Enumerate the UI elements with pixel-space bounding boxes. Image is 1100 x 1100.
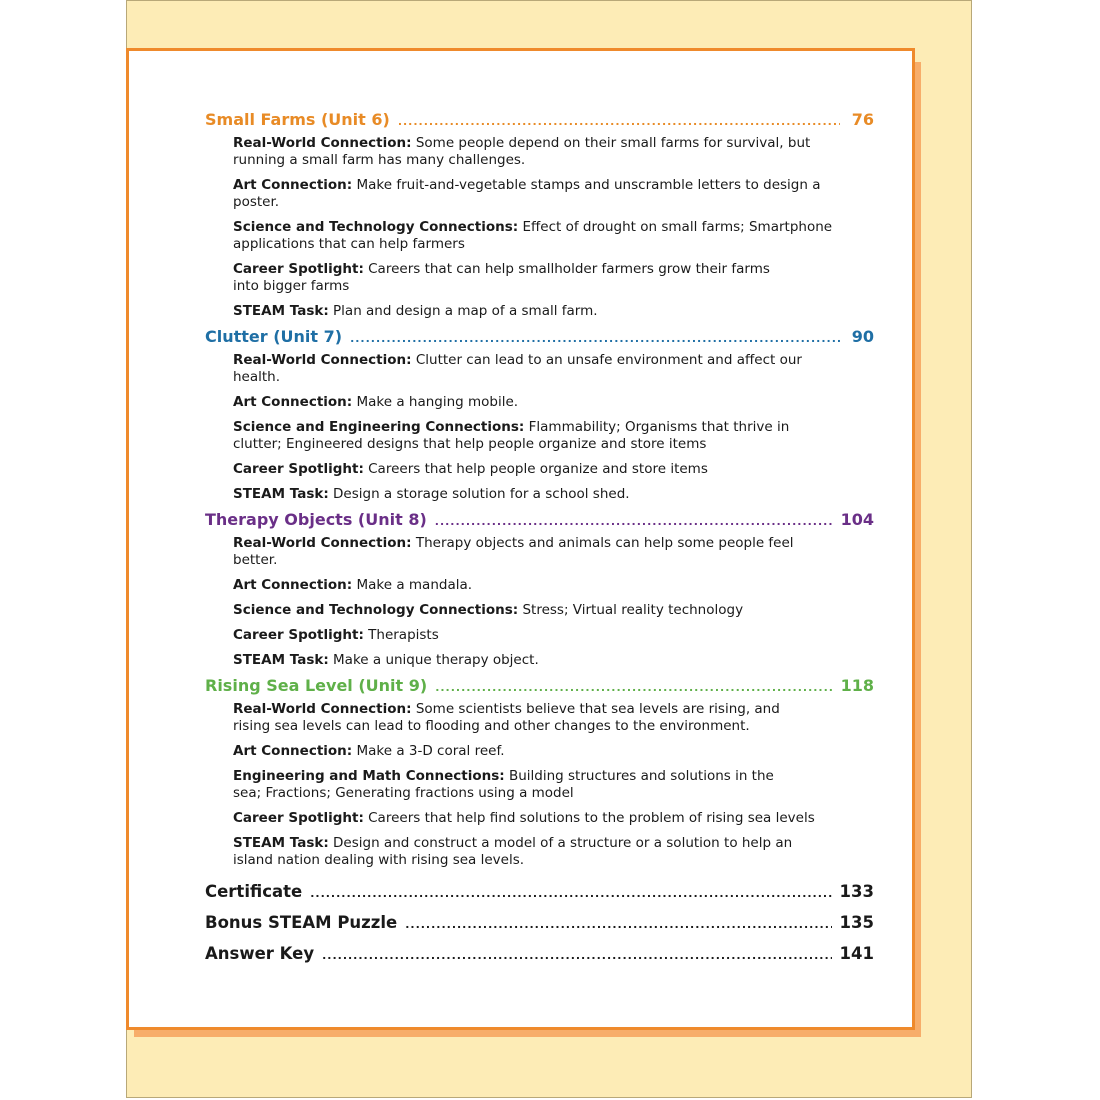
entry-art: Art Connection: Make a mandala. — [233, 577, 473, 593]
entry-real-world: Real-World Connection: Clutter can lead to an unsafe environment and affect our health. — [233, 352, 802, 385]
entry-steam-task: STEAM Task: Make a unique therapy object. — [233, 652, 539, 668]
unit-title: Therapy Objects (Unit 8) — [205, 510, 427, 529]
item-title: Certificate — [205, 882, 303, 901]
item-title: Answer Key — [205, 944, 315, 963]
entry-career: Career Spotlight: Therapists — [233, 627, 439, 643]
entry-art: Art Connection: Make fruit-and-vegetable stamps and unscramble letters to design a poster. — [233, 177, 821, 210]
page-number: 141 — [839, 944, 874, 963]
unit-8-section — [205, 509, 874, 669]
dot-leader — [405, 914, 831, 936]
entry-engineering-math: Engineering and Math Connections: Building structures and solutions in the sea; Fractions; Generating fractions using a model — [233, 768, 774, 801]
entry-art: Art Connection: Make a 3-D coral reef. — [233, 743, 505, 759]
dot-leader — [398, 111, 840, 133]
entry-steam-task: STEAM Task: Design and construct a model of a structure or a solution to help an island nation dealing with rising sea levels. — [233, 835, 793, 868]
toc-row-unit-6[interactable] — [205, 109, 874, 133]
toc-row-answer-key[interactable] — [205, 943, 874, 967]
page-number: 133 — [839, 882, 874, 901]
unit-title: Clutter (Unit 7) — [205, 327, 343, 346]
entry-science-tech: Science and Technology Connections: Stress; Virtual reality technology — [233, 602, 744, 618]
page-number: 90 — [851, 327, 874, 346]
page-number: 135 — [839, 913, 874, 932]
entry-career: Career Spotlight: Careers that help find solutions to the problem of rising sea levels — [233, 810, 815, 826]
entry-art: Art Connection: Make a hanging mobile. — [233, 394, 519, 410]
unit-6-section — [205, 109, 874, 320]
toc-row-unit-8[interactable] — [205, 509, 874, 533]
entry-career: Career Spotlight: Careers that help people organize and store items — [233, 461, 708, 477]
dot-leader — [435, 677, 832, 699]
entry-career: Career Spotlight: Careers that can help smallholder farmers grow their farms into bigger farms — [233, 261, 770, 294]
dot-leader — [350, 328, 840, 350]
toc-row-unit-9[interactable] — [205, 675, 874, 699]
page-number: 118 — [840, 676, 874, 695]
entry-real-world: Real-World Connection: Some scientists believe that sea levels are rising, and rising sea levels can lead to flooding and other changes to the environment. — [233, 701, 780, 734]
entry-steam-task: STEAM Task: Design a storage solution for a school shed. — [233, 486, 630, 502]
unit-title: Small Farms (Unit 6) — [205, 110, 390, 129]
entry-real-world: Real-World Connection: Therapy objects and animals can help some people feel better. — [233, 535, 794, 568]
end-matter — [205, 881, 874, 967]
entry-science-engineering: Science and Engineering Connections: Flammability; Organisms that thrive in clutter; Engineered designs that help people organize and store items — [233, 419, 790, 452]
item-title: Bonus STEAM Puzzle — [205, 913, 398, 932]
toc-panel — [126, 48, 915, 1030]
toc-row-certificate[interactable] — [205, 881, 874, 905]
page-number: 104 — [840, 510, 874, 529]
dot-leader — [322, 945, 831, 967]
page-number: 76 — [851, 110, 874, 129]
unit-7-section — [205, 326, 874, 503]
entry-real-world: Real-World Connection: Some people depend on their small farms for survival, but running a small farm has many challenges. — [233, 135, 811, 168]
toc-row-unit-7[interactable] — [205, 326, 874, 350]
entry-steam-task: STEAM Task: Plan and design a map of a small farm. — [233, 303, 598, 319]
entry-science-tech: Science and Technology Connections: Effect of drought on small farms; Smartphone applications that can help farmers — [233, 219, 833, 252]
table-of-contents — [205, 109, 874, 974]
unit-title: Rising Sea Level (Unit 9) — [205, 676, 428, 695]
toc-row-bonus-puzzle[interactable] — [205, 912, 874, 936]
unit-9-section — [205, 675, 874, 869]
dot-leader — [435, 511, 833, 533]
dot-leader — [310, 883, 831, 905]
